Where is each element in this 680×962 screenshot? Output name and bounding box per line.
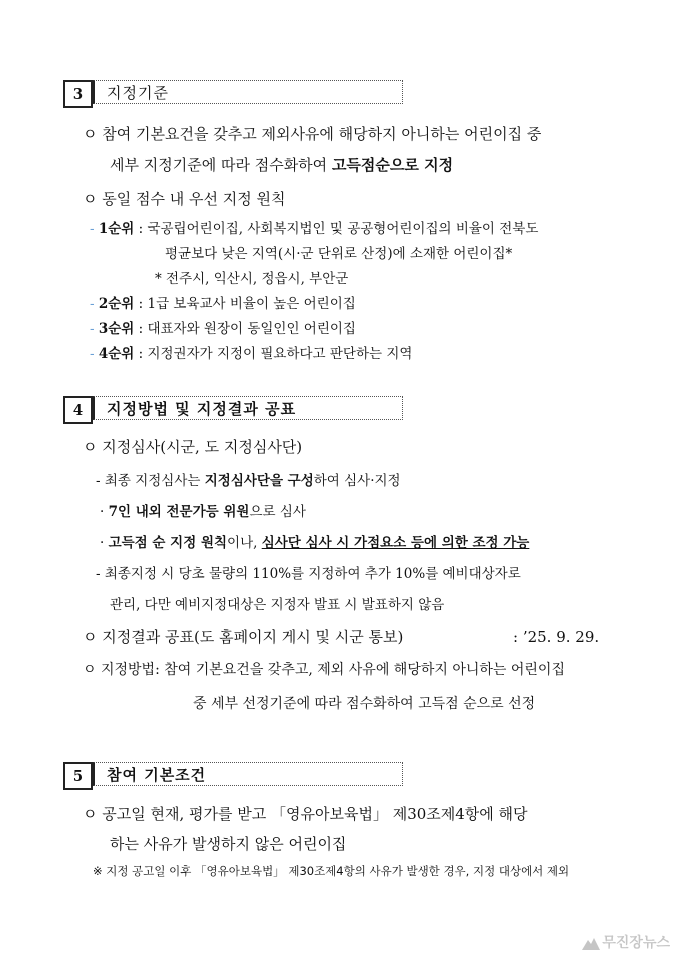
emphasis-text: 고득점 순 지정 원칙 [108,535,228,551]
text: 세부 지정기준에 따라 점수화하여 [110,156,332,174]
paragraph: ㅇ 공고일 현재, 평가를 받고 「영유아보육법」 제30조제4항에 해당 [83,805,528,823]
watermark [582,932,670,952]
emphasis-text: 고득점순으로 지정 [331,156,454,174]
paragraph: ㅇ 지정심사(시군, 도 지정심사단) [83,438,303,456]
section-number: 5 [63,762,93,790]
text: · [100,504,109,520]
section-title: 참여 기본조건 [93,762,403,786]
paragraph: ㅇ 지정방법: 참여 기본요건을 갖추고, 제외 사유에 해당하지 아니하는 어린이집 [83,662,565,678]
dash: - [90,346,95,362]
dash: - [90,221,95,237]
priority-4 [90,344,412,364]
text: 이나, [227,535,262,551]
priority-text: : 국공립어린이집, 사회복지법인 및 공공형어린이집의 비율이 전북도 [138,221,539,237]
paragraph [96,471,401,491]
section-number: 3 [63,80,93,108]
section-5-header [63,762,403,788]
emphasis-text: 7인 내외 전문가등 위원 [108,504,250,520]
announce-date: : ’25. 9. 29. [513,628,600,646]
dash: - [90,296,95,312]
priority-text: : 지정권자가 지정이 필요하다고 판단하는 지역 [138,346,413,362]
text: 으로 심사 [249,504,306,520]
underlined-text: 심사단 심사 시 가점요소 등에 의한 조정 가능 [261,535,530,551]
text: - 최종 지정심사는 [96,473,205,489]
section-4-header [63,396,403,422]
priority-3 [90,319,356,339]
text: 하여 심사·지정 [313,473,401,489]
priority-label: 4순위 [98,346,135,362]
priority-1-note: * 전주시, 익산시, 정읍시, 부안군 [155,271,349,287]
section-3-header [63,80,403,106]
mountain-logo-icon [582,936,600,950]
text: · [100,535,109,551]
priority-label: 2순위 [98,296,135,312]
priority-text: : 대표자와 원장이 동일인인 어린이집 [138,321,356,337]
priority-1 [90,219,538,239]
paragraph: ㅇ 동일 점수 내 우선 지정 원칙 [83,190,286,208]
priority-1-continued: 평균보다 낮은 지역(시·군 단위로 산정)에 소재한 어린이집* [165,246,513,262]
section-title: 지정기준 [93,80,403,104]
priority-label: 1순위 [98,221,135,237]
paragraph [100,533,529,553]
paragraph: 중 세부 선정기준에 따라 점수화하여 고득점 순으로 선정 [193,696,536,712]
section-number: 4 [63,396,93,424]
priority-text: : 1급 보육교사 비율이 높은 어린이집 [138,296,356,312]
priority-2 [90,294,356,314]
watermark-text: 무진장뉴스 [602,935,670,951]
paragraph: ㅇ 지정결과 공표(도 홈페이지 게시 및 시군 통보) [83,628,404,646]
dash: - [90,321,95,337]
paragraph [100,502,306,522]
paragraph: 관리, 다만 예비지정대상은 지정자 발표 시 발표하지 않음 [110,597,445,613]
paragraph: ㅇ 참여 기본요건을 갖추고 제외사유에 해당하지 아니하는 어린이집 중 [83,125,542,143]
emphasis-text: 지정심사단을 구성 [204,473,314,489]
section-title: 지정방법 및 지정결과 공표 [93,396,403,420]
footnote: ※ 지정 공고일 이후 「영유아보육법」 제30조제4항의 사유가 발생한 경우, 지정 대상에서 제외 [93,864,570,878]
paragraph: - 최종지정 시 당초 물량의 110%를 지정하여 추가 10%를 예비대상자로 [96,566,521,582]
paragraph [110,155,453,175]
priority-label: 3순위 [98,321,135,337]
paragraph: 하는 사유가 발생하지 않은 어린이집 [110,835,347,853]
